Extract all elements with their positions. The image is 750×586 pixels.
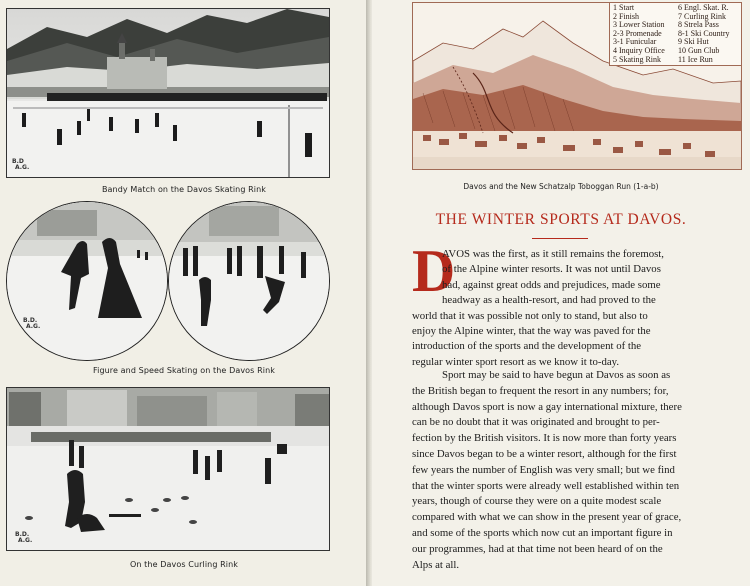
legend-item: 5 Skating Rink [613, 54, 662, 64]
figure-skating-photo [6, 201, 168, 361]
paragraph-line: had, against great odds and prejudices, made some [442, 278, 661, 291]
legend-item: 3 Lower Station [613, 20, 665, 30]
paragraph-line: can be no doubt that it was originated and brought to per- [412, 416, 660, 429]
left-page [0, 0, 368, 586]
paragraph-line: that the winter sports were already well established within ten [412, 479, 680, 492]
legend-item: 10 Gun Club [678, 45, 720, 55]
legend-item: 8-1 Ski Country [678, 28, 730, 38]
bandy-match-photo [6, 8, 330, 178]
title-rule [532, 238, 588, 239]
legend-item: 1 Start [613, 3, 635, 12]
map-legend [609, 3, 742, 66]
legend-item: 11 Ice Run [678, 54, 713, 64]
toboggan-run-map [412, 2, 742, 170]
legend-item: 2 Finish [613, 11, 640, 21]
paragraph-line: enjoy the Alpine winter, that the way was paved for the [412, 324, 651, 337]
bandy-match-caption: Bandy Match on the Davos Skating Rink [101, 185, 267, 194]
paragraph-2 [412, 368, 746, 573]
paragraph-line: few years the number of English was very small; but we find [412, 463, 675, 476]
paragraph-line: since Davos began to be a winter resort, although for the first [412, 447, 677, 460]
legend-item: 7 Curling Rink [678, 11, 727, 21]
photo-monogram: B.D. A.G. [23, 317, 41, 330]
legend-item: 8 Strela Pass [678, 20, 719, 30]
legend-item: 4 Inquiry Office [613, 45, 665, 55]
speed-skating-photo [168, 201, 330, 361]
paragraph-line: headway as a health-resort, and had proved to the [442, 294, 656, 307]
paragraph-1 [412, 247, 746, 370]
paragraph-line: and some of the sports which now cut an important figure in [412, 526, 673, 539]
paragraph-line: introduction of the sports and the development of the [412, 340, 642, 353]
drop-cap: D [412, 238, 456, 304]
photo-monogram: B.D A.G. [12, 158, 30, 171]
paragraph-line: world that it was possible not only to stand, but also to [412, 309, 648, 322]
map-caption: Davos and the New Schatzalp Toboggan Run (1-a-b) [463, 182, 659, 191]
paragraph-line: fection by the British visitors. It is now more than forty years [412, 432, 677, 445]
legend-item: 2-3 Promenade [613, 28, 662, 38]
right-page [372, 0, 750, 586]
paragraph-line: years, though of course they were on a quite modest scale [412, 495, 662, 508]
article-title: THE WINTER SPORTS AT DAVOS. [435, 211, 687, 228]
legend-left-column [613, 4, 665, 64]
paragraph-line: AVOS was the first, as it still remains the foremost, [442, 248, 665, 260]
paragraph-line: of the Alpine winter resorts. It was not until Davos [442, 263, 661, 276]
curling-rink-photo [6, 387, 330, 551]
paragraph-line: although Davos sport is now a gay international mixture, there [412, 400, 682, 413]
photo-monogram: B.D. A.G. [15, 531, 33, 544]
curling-rink-illustration [7, 388, 329, 550]
speed-skating-illustration [169, 202, 329, 360]
legend-right-column [678, 4, 730, 64]
paragraph-line: Alps at all. [412, 558, 460, 571]
paragraph-line: regular winter sport resort as we know it to-day. [412, 355, 620, 368]
figure-skating-illustration [7, 202, 167, 360]
paragraph-line: the British began to frequent the resort in any numbers; for, [412, 384, 669, 397]
paragraph-line: our programmes, had at that time not been heard of on the [412, 542, 663, 555]
legend-item: 9 Ski Hut [678, 37, 709, 47]
legend-item: 6 Engl. Skat. R. [678, 3, 729, 12]
curling-rink-caption: On the Davos Curling Rink [129, 560, 239, 569]
bandy-match-illustration [7, 9, 329, 177]
legend-item: 3-1 Funicular [613, 37, 657, 47]
figure-speed-skating-caption: Figure and Speed Skating on the Davos Rink [93, 366, 275, 375]
paragraph-line: compared with what we can show in the present year of grace, [412, 511, 682, 524]
paragraph-line: Sport may be said to have begun at Davos as soon as [442, 369, 671, 381]
